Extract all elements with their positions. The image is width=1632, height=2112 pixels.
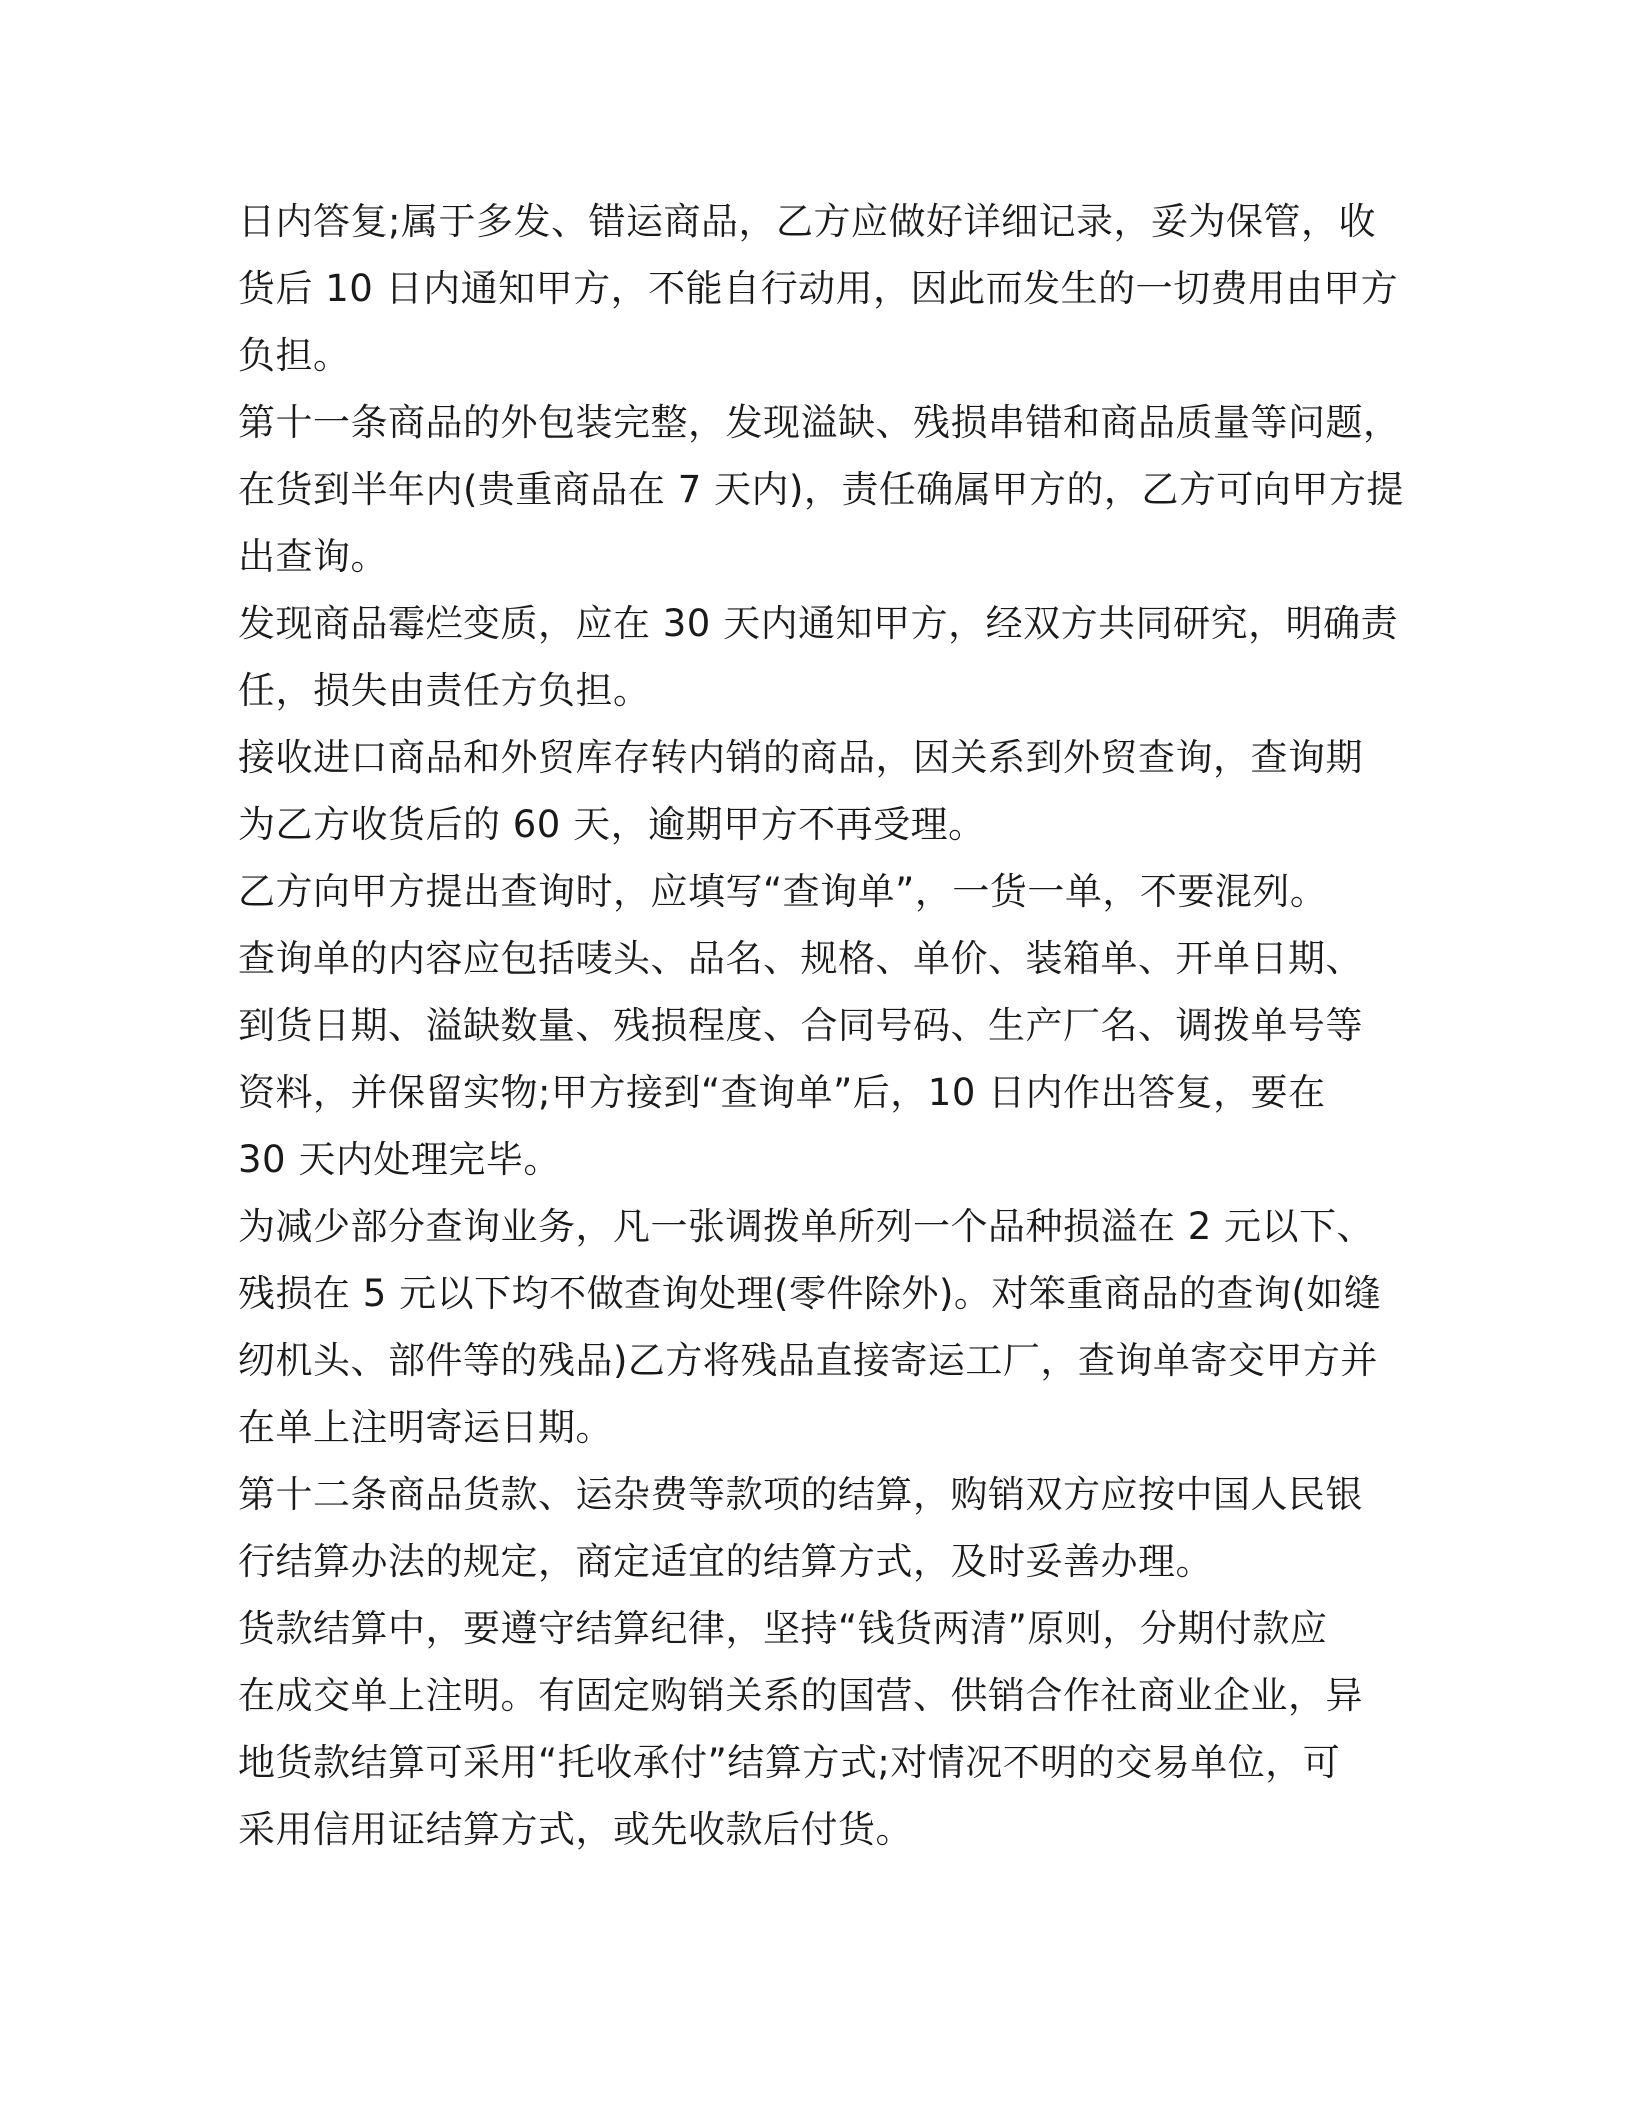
text-line-9: 接收进口商品和外贸库存转内销的商品，因关系到外贸查询，查询期 [238,736,1363,779]
text-line-1: 日内答复;属于多发、错运商品，乙方应做好详细记录，妥为保管，收 [238,200,1376,243]
text-line-24: 地货款结算可采用“托收承付”结算方式;对情况不明的交易单位，可 [238,1741,1341,1784]
contract-text [238,188,1404,1863]
text-line-25: 采用信用证结算方式，或先收款后付货。 [238,1808,913,1851]
text-line-6: 出查询。 [238,535,388,578]
text-line-21: 行结算办法的规定，商定适宜的结算方式，及时妥善办理。 [238,1540,1213,1583]
text-line-19: 在单上注明寄运日期。 [238,1406,613,1449]
text-line-11: 乙方向甲方提出查询时，应填写“查询单”，一货一单，不要混列。 [238,870,1328,913]
text-line-17: 残损在 5 元以下均不做查询处理(零件除外)。对笨重商品的查询(如缝 [238,1272,1382,1315]
text-line-15: 30 天内处理完毕。 [238,1138,561,1181]
text-line-4: 第十一条商品的外包装完整，发现溢缺、残损串错和商品质量等问题， [238,401,1401,444]
text-line-13: 到货日期、溢缺数量、残损程度、合同号码、生产厂名、调拨单号等 [238,1004,1363,1047]
text-line-8: 任，损失由责任方负担。 [238,669,651,712]
text-line-16: 为减少部分查询业务，凡一张调拨单所列一个品种损溢在 2 元以下、 [238,1205,1375,1248]
text-line-3: 负担。 [238,334,351,377]
text-line-23: 在成交单上注明。有固定购销关系的国营、供销合作社商业企业，异 [238,1674,1363,1717]
text-line-14: 资料，并保留实物;甲方接到“查询单”后，10 日内作出答复，要在 [238,1071,1326,1114]
text-line-22: 货款结算中，要遵守结算纪律，坚持“钱货两清”原则，分期付款应 [238,1607,1328,1650]
text-line-10: 为乙方收货后的 60 天，逾期甲方不再受理。 [238,803,986,846]
text-line-2: 货后 10 日内通知甲方，不能自行动用，因此而发生的一切费用由甲方 [238,267,1399,310]
text-line-12: 查询单的内容应包括唛头、品名、规格、单价、装箱单、开单日期、 [238,937,1363,980]
text-line-7: 发现商品霉烂变质，应在 30 天内通知甲方，经双方共同研究，明确责 [238,602,1399,645]
text-line-5: 在货到半年内(贵重商品在 7 天内)，责任确属甲方的，乙方可向甲方提 [238,468,1404,511]
text-line-18: 纫机头、部件等的残品)乙方将残品直接寄运工厂，查询单寄交甲方并 [238,1339,1378,1382]
text-line-20: 第十二条商品货款、运杂费等款项的结算，购销双方应按中国人民银 [238,1473,1363,1516]
